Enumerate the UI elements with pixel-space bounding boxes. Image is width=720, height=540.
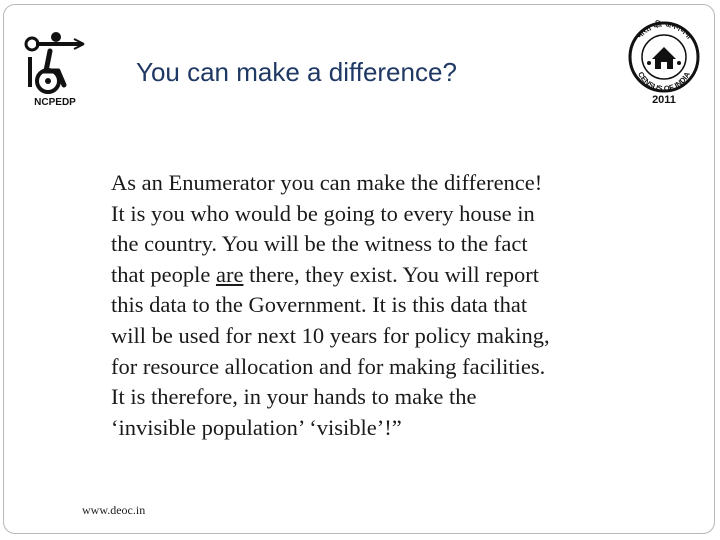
body-paragraph bbox=[111, 168, 641, 443]
slide-frame bbox=[3, 4, 715, 534]
body-line: It is you who would be going to every house in bbox=[111, 200, 535, 226]
ncpedp-logo-icon bbox=[22, 27, 88, 111]
ncpedp-logo-text: NCPEDP bbox=[34, 97, 76, 108]
body-line: this data to the Government. It is this data that bbox=[111, 292, 528, 318]
body-line: will be used for next 10 years for policy making, bbox=[111, 322, 550, 348]
body-line: the country. You will be the witness to the fact bbox=[111, 231, 528, 257]
body-line: for resource allocation and for making facilities. bbox=[111, 353, 546, 379]
body-line bbox=[111, 260, 641, 291]
body-text-segment: there, they exist. You will report bbox=[243, 261, 540, 287]
census-of-india-2011-logo-icon bbox=[616, 19, 712, 105]
body-line: ‘invisible population’ ‘visible’!” bbox=[111, 414, 402, 440]
body-text-segment: that people bbox=[111, 261, 216, 287]
body-line: As an Enumerator you can make the difference! bbox=[111, 170, 543, 195]
footer-url: www.deoc.in bbox=[82, 503, 146, 517]
body-line: It is therefore, in your hands to make the bbox=[111, 384, 477, 410]
census-logo-devanagari: भारत की जनगणना bbox=[634, 19, 694, 41]
census-logo-text: CENSUS OF INDIA bbox=[636, 70, 692, 94]
census-logo-year: 2011 bbox=[652, 94, 676, 105]
underlined-word: are bbox=[215, 261, 244, 287]
slide-title: You can make a difference? bbox=[136, 57, 457, 87]
